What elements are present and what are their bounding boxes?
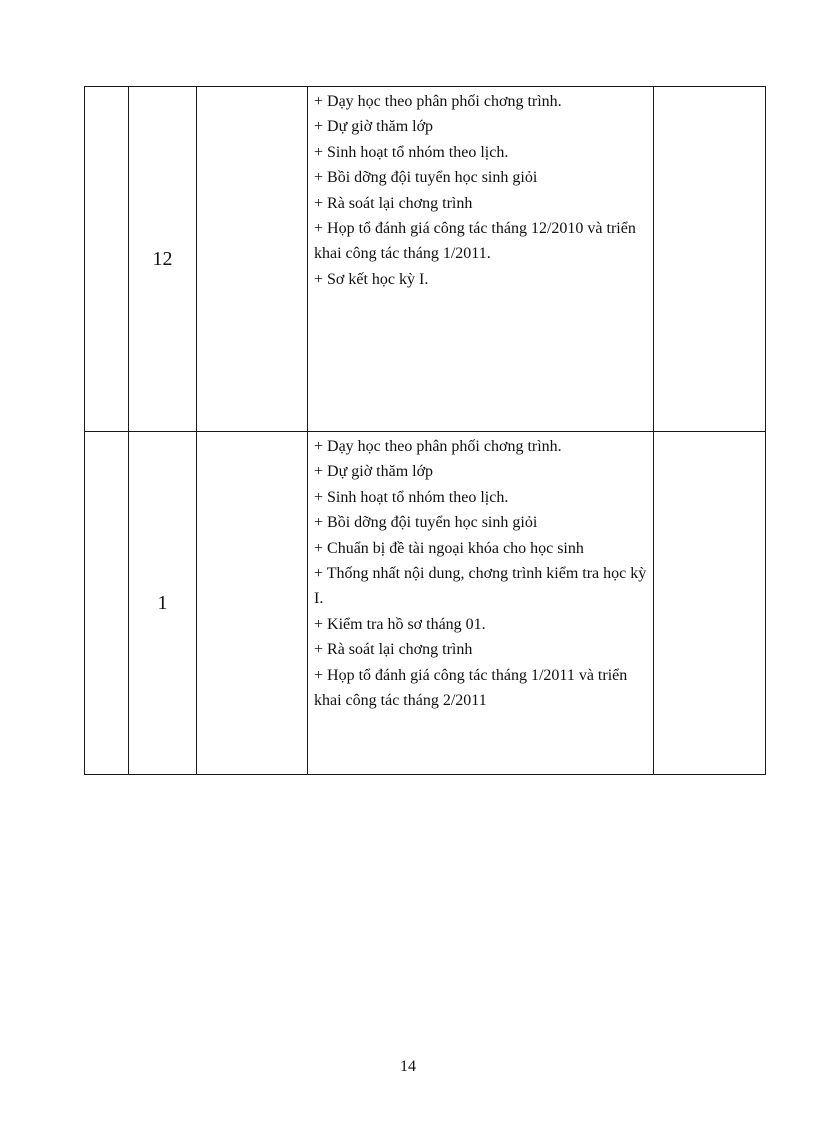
empty-cell bbox=[654, 432, 766, 775]
task-item: + Họp tổ đánh giá công tác tháng 1/2011 và triển khai công tác tháng 2/2011 bbox=[314, 666, 628, 710]
page-number: 14 bbox=[400, 1058, 416, 1075]
tasks-cell bbox=[308, 87, 654, 432]
task-item: + Dự giờ thăm lớp bbox=[314, 463, 434, 481]
task-item: + Thống nhất nội dung, chơng trình kiểm tra học kỳ I. bbox=[314, 565, 647, 608]
task-item: + Bồi dỡng đội tuyển học sinh giỏi bbox=[314, 514, 538, 532]
tasks-cell bbox=[308, 432, 654, 775]
task-item: + Họp tổ đánh giá công tác tháng 12/2010 và triển khai công tác tháng 1/2011. bbox=[314, 220, 636, 263]
task-item: + Bồi dỡng đội tuyển học sinh giỏi bbox=[314, 169, 538, 187]
task-item: + Rà soát lại chơng trình bbox=[314, 194, 473, 212]
month-cell: 12 bbox=[129, 87, 197, 432]
empty-cell bbox=[654, 87, 766, 432]
empty-cell bbox=[85, 87, 129, 432]
empty-cell bbox=[85, 432, 129, 775]
month-cell: 1 bbox=[129, 432, 197, 775]
task-list bbox=[308, 87, 653, 292]
task-item: + Dạy học theo phân phối chơng trình. bbox=[314, 438, 562, 455]
task-item: + Sơ kết học kỳ I. bbox=[314, 270, 429, 288]
table-row bbox=[85, 432, 766, 775]
plan-table bbox=[84, 86, 766, 775]
task-list bbox=[308, 432, 653, 713]
table-row bbox=[85, 87, 766, 432]
task-item: + Rà soát lại chơng trình bbox=[314, 641, 473, 659]
task-item: + Sinh hoạt tổ nhóm theo lịch. bbox=[314, 143, 509, 161]
task-item: + Dự giờ thăm lớp bbox=[314, 118, 434, 136]
empty-cell bbox=[197, 87, 308, 432]
task-item: + Chuẩn bị đề tài ngoại khóa cho học sinh bbox=[314, 539, 584, 557]
task-item: + Dạy học theo phân phối chơng trình. bbox=[314, 93, 562, 110]
empty-cell bbox=[197, 432, 308, 775]
task-item: + Sinh hoạt tổ nhóm theo lịch. bbox=[314, 488, 509, 506]
task-item: + Kiểm tra hồ sơ tháng 01. bbox=[314, 615, 486, 633]
